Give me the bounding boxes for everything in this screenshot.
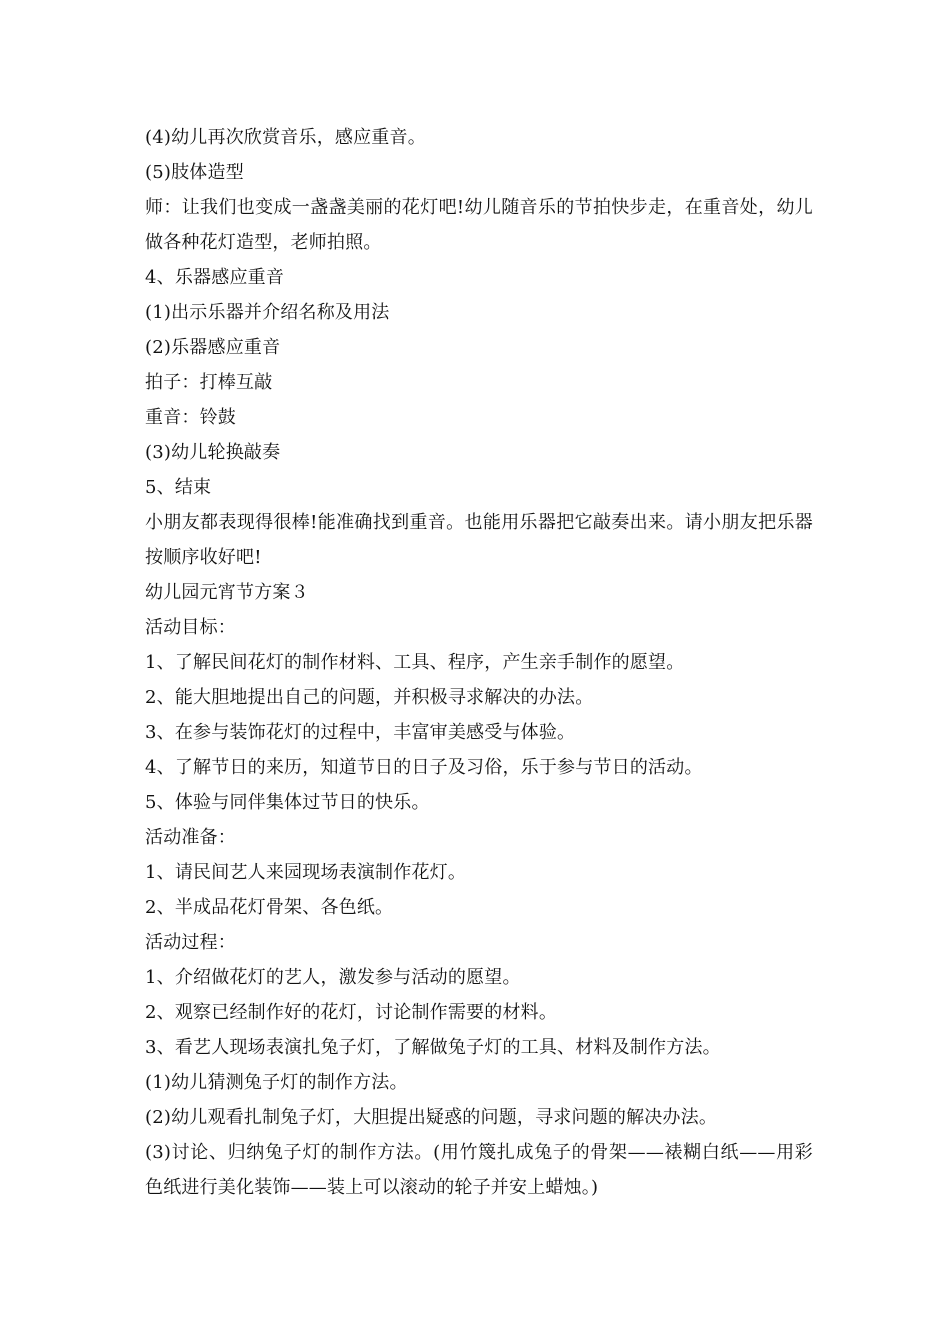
list-item: 1、了解民间花灯的制作材料、工具、程序，产生亲手制作的愿望。 xyxy=(145,652,685,673)
list-item: 3、在参与装饰花灯的过程中，丰富审美感受与体验。 xyxy=(145,722,576,743)
section-title: 幼儿园元宵节方案３ xyxy=(145,582,309,603)
paragraph: 师：让我们也变成一盏盏美丽的花灯吧!幼儿随音乐的节拍快步走，在重音处，幼儿做各种花灯造型，老师拍照。 xyxy=(145,197,813,253)
list-item: 1、介绍做花灯的艺人，激发参与活动的愿望。 xyxy=(145,967,521,988)
list-item: 2、能大胆地提出自己的问题，并积极寻求解决的办法。 xyxy=(145,687,594,708)
list-item: (3)讨论、归纳兔子灯的制作方法。(用竹篾扎成兔子的骨架——裱糊白纸——用彩色纸进行美化装饰——装上可以滚动的轮子并安上蜡烛。) xyxy=(145,1142,813,1198)
list-item: 5、体验与同伴集体过节日的快乐。 xyxy=(145,792,430,813)
list-item: 2、半成品花灯骨架、各色纸。 xyxy=(145,897,394,918)
list-item: 4、了解节日的来历，知道节日的日子及习俗，乐于参与节日的活动。 xyxy=(145,757,703,778)
heading-activity-preparation: 活动准备： xyxy=(145,827,236,848)
paragraph: (3)幼儿轮换敲奏 xyxy=(145,442,281,463)
list-item: 3、看艺人现场表演扎兔子灯，了解做兔子灯的工具、材料及制作方法。 xyxy=(145,1037,721,1058)
paragraph: 4、乐器感应重音 xyxy=(145,267,285,288)
paragraph: (1)出示乐器并介绍名称及用法 xyxy=(145,302,390,323)
heading-activity-goals: 活动目标： xyxy=(145,617,236,638)
list-item: (1)幼儿猜测兔子灯的制作方法。 xyxy=(145,1072,408,1093)
list-item: 2、观察已经制作好的花灯，讨论制作需要的材料。 xyxy=(145,1002,558,1023)
paragraph: 小朋友都表现得很棒!能准确找到重音。也能用乐器把它敲奏出来。请小朋友把乐器按顺序收好吧! xyxy=(145,512,813,568)
list-item: 1、请民间艺人来园现场表演制作花灯。 xyxy=(145,862,467,883)
paragraph: 5、结束 xyxy=(145,477,212,498)
paragraph: 重音：铃鼓 xyxy=(145,407,236,428)
paragraph: (2)乐器感应重音 xyxy=(145,337,281,358)
document-body xyxy=(145,120,813,1205)
list-item: (2)幼儿观看扎制兔子灯，大胆提出疑惑的问题，寻求问题的解决办法。 xyxy=(145,1107,718,1128)
heading-activity-process: 活动过程： xyxy=(145,932,236,953)
paragraph: (4)幼儿再次欣赏音乐，感应重音。 xyxy=(145,127,426,148)
paragraph: (5)肢体造型 xyxy=(145,162,244,183)
paragraph: 拍子：打棒互敲 xyxy=(145,372,273,393)
